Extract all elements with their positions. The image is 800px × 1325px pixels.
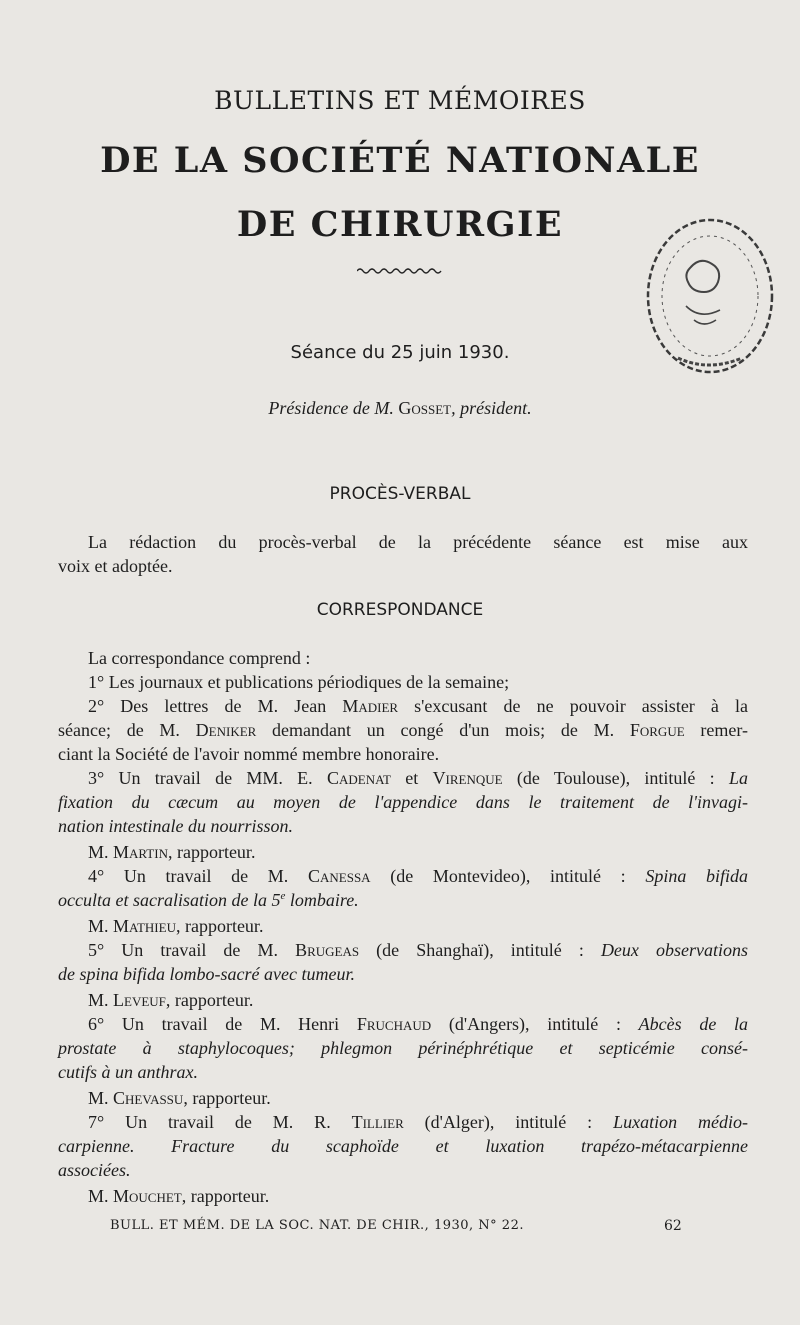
item-4-line-2: occulta et sacralisation de la 5e lombaire. bbox=[58, 890, 359, 910]
correspondance-heading: CORRESPONDANCE bbox=[316, 600, 484, 620]
item-7-line-2: carpienne. Fracture du scaphoïde et luxation trapézo-métacarpienne bbox=[58, 1136, 748, 1156]
item-6-line-2: prostate à staphylocoques; phlegmon périnéphrétique et septicémie consé- bbox=[58, 1038, 748, 1058]
presidence-prefix: Présidence de M. bbox=[268, 398, 399, 418]
journal-title-line2: DE LA SOCIÉTÉ NATIONALE bbox=[100, 140, 700, 181]
wavy-ornament bbox=[357, 266, 443, 276]
proces-verbal-line-1: La rédaction du procès-verbal de la précédente séance est mise aux bbox=[88, 532, 748, 552]
item-3-line-1: 3° Un travail de MM. E. Cadenat et Virenque (de Toulouse), intitulé : La bbox=[88, 768, 748, 788]
item-7-line-1: 7° Un travail de M. R. Tillier (d'Alger), intitulé : Luxation médio- bbox=[88, 1112, 748, 1132]
journal-title-line3: DE CHIRURGIE bbox=[236, 204, 564, 245]
session-date: Séance du 25 juin 1930. bbox=[290, 342, 510, 363]
item-2-line-3: ciant la Société de l'avoir nommé membre honoraire. bbox=[58, 744, 440, 764]
item-3-line-2: fixation du cæcum au moyen de l'appendice dans le traitement de l'invagi- bbox=[58, 792, 748, 812]
page-number: 62 bbox=[664, 1218, 682, 1234]
item-7-line-3: associées. bbox=[58, 1160, 131, 1180]
item-3-rapporteur: M. Martin, rapporteur. bbox=[88, 842, 256, 862]
item-4-rapporteur: M. Mathieu, rapporteur. bbox=[88, 916, 264, 936]
item-6-line-1: 6° Un travail de M. Henri Fruchaud (d'Angers), intitulé : Abcès de la bbox=[88, 1014, 749, 1034]
item-6-line-3: cutifs à un anthrax. bbox=[58, 1062, 198, 1082]
proces-verbal-line-2: voix et adoptée. bbox=[58, 556, 173, 576]
item-5-line-2: de spina bifida lombo-sacré avec tumeur. bbox=[58, 964, 355, 984]
item-7-rapporteur: M. Mouchet, rapporteur. bbox=[88, 1186, 270, 1206]
item-2-line-2: séance; de M. Deniker demandant un congé d'un mois; de M. Forgue remer- bbox=[58, 720, 748, 740]
item-5-line-1: 5° Un travail de M. Brugeas (de Shanghaï), intitulé : Deux observations bbox=[88, 940, 748, 960]
presidence-line bbox=[0, 398, 800, 419]
item-2-line-1: 2° Des lettres de M. Jean Madier s'excusant de ne pouvoir assister à la bbox=[88, 696, 749, 716]
presidence-suffix: , président. bbox=[451, 398, 532, 418]
item-4-line-1: 4° Un travail de M. Canessa (de Montevideo), intitulé : Spina bifida bbox=[88, 866, 748, 886]
proces-verbal-heading: PROCÈS-VERBAL bbox=[329, 484, 471, 504]
journal-title-line1: BULLETINS ET MÉMOIRES bbox=[214, 86, 586, 115]
item-3-line-3: nation intestinale du nourrisson. bbox=[58, 816, 294, 836]
president-name: Gosset bbox=[398, 398, 452, 418]
item-5-rapporteur: M. Leveuf, rapporteur. bbox=[88, 990, 254, 1010]
item-1: 1° Les journaux et publications périodiques de la semaine; bbox=[88, 672, 510, 692]
correspondance-intro: La correspondance comprend : bbox=[88, 648, 311, 668]
item-6-rapporteur: M. Chevassu, rapporteur. bbox=[88, 1088, 271, 1108]
footer-citation: BULL. ET MÉM. DE LA SOC. NAT. DE CHIR., 1930, N° 22. bbox=[110, 1218, 524, 1233]
